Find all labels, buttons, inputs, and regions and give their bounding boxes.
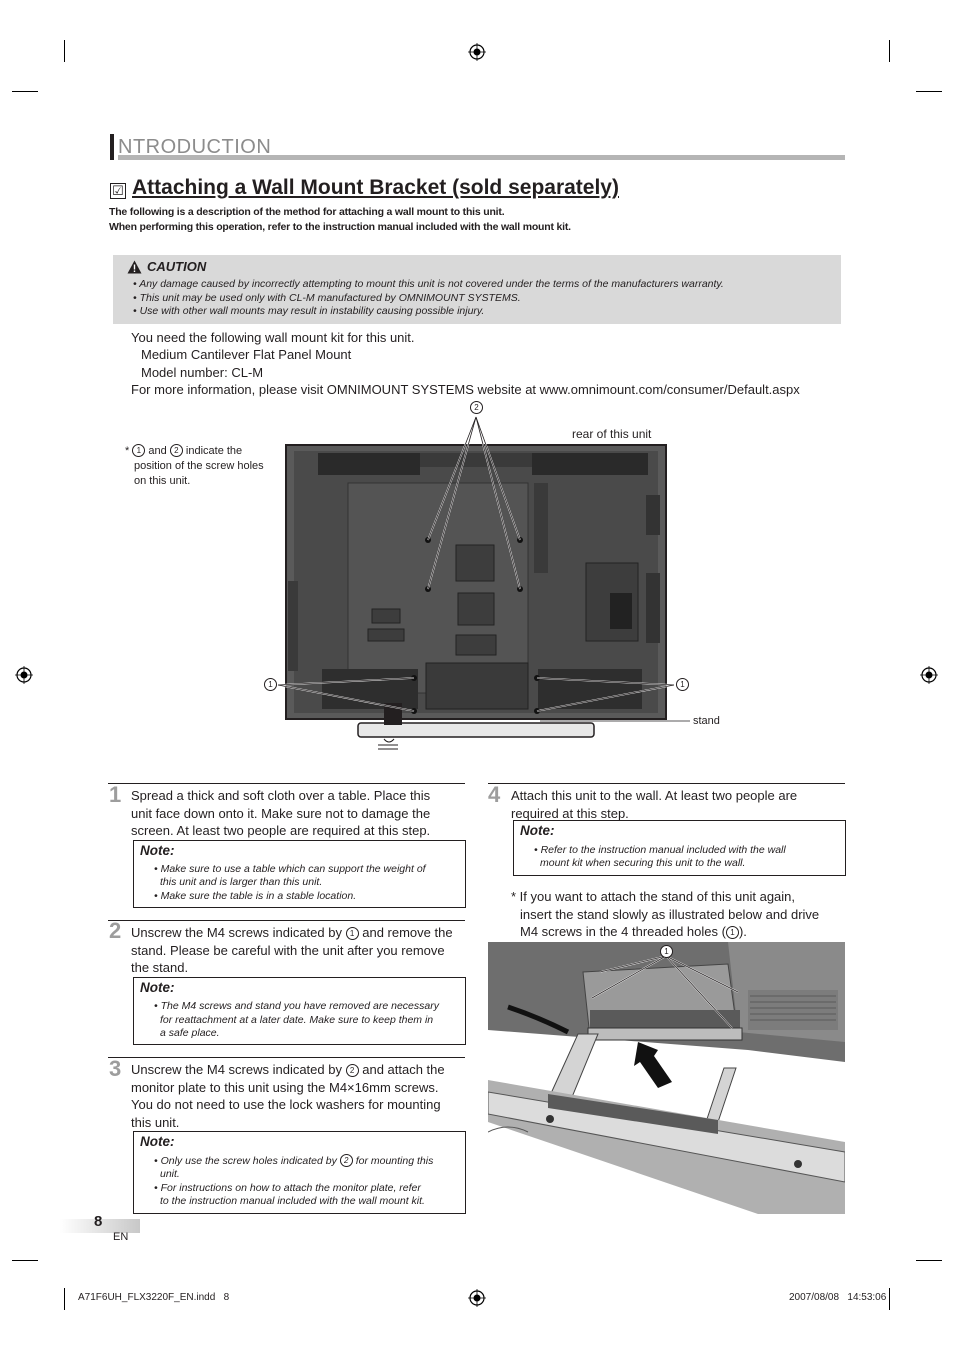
note-title: Note:	[520, 823, 555, 838]
note-item: a safe place.	[160, 1027, 220, 1039]
file-name: A71F6UH_FLX3220F_EN.indd 8	[78, 1292, 230, 1303]
marker-2-icon: 2	[470, 401, 483, 414]
step-number: 4	[488, 782, 501, 807]
note-title: Note:	[140, 1134, 175, 1149]
marker-1-icon: 1	[676, 678, 689, 691]
step-line: Attach this unit to the wall. At least two people are	[511, 788, 798, 803]
marker-1-icon: 1	[346, 927, 359, 940]
step-4-extra-post: ).	[738, 924, 747, 939]
step-line: * If you want to attach the stand of this unit again,	[511, 889, 796, 904]
note-box	[133, 840, 466, 908]
note-item: to the instruction manual included with the wall mount kit.	[160, 1195, 425, 1207]
step-line: monitor plate to this unit using the M4×16mm screws.	[131, 1079, 439, 1095]
step-divider	[108, 1057, 465, 1058]
note-item: • Refer to the instruction manual included with the wall	[534, 844, 786, 856]
marker-1-icon: 1	[132, 444, 145, 457]
note-item: this unit and is larger than this unit.	[160, 876, 323, 888]
step-divider	[108, 920, 465, 921]
step-2-text	[131, 924, 453, 977]
marker-1-icon: 1	[660, 945, 673, 958]
note-box	[513, 820, 846, 876]
registration-mark-icon	[15, 666, 33, 684]
step-number: 3	[109, 1056, 122, 1081]
note-item: mount kit when securing this unit to the wall.	[540, 857, 746, 869]
step-4-extra	[511, 888, 819, 941]
step-number: 1	[109, 782, 122, 807]
note-item: • Make sure the table is in a stable location.	[154, 890, 357, 902]
step-line: required at this step.	[511, 805, 629, 821]
intro-line: When performing this operation, refer to the instruction manual included with the wall mount kit.	[109, 221, 571, 233]
timestamp: 2007/08/08 14:53:06	[789, 1292, 887, 1303]
step-line	[131, 924, 453, 942]
step-4-extra-pre: M4 screws in the 4 threaded holes (	[520, 924, 726, 939]
note-box	[133, 977, 466, 1045]
marker-1-icon: 1	[726, 926, 739, 939]
step-2-post: and remove the	[362, 925, 453, 940]
marker-2-icon: 2	[340, 1154, 353, 1167]
section-title: NTRODUCTION	[118, 136, 272, 158]
step-divider	[488, 783, 845, 784]
step-3-text	[131, 1061, 445, 1131]
footnote-and: and	[148, 445, 167, 457]
footnote-text: indicate the	[185, 445, 243, 457]
rear-label: rear of this unit	[572, 427, 652, 441]
step-3-post: and attach the	[362, 1062, 445, 1077]
kit-line: For more information, please visit OMNIMOUNT SYSTEMS website at www.omnimount.com/consumer/Default.aspx	[131, 382, 800, 397]
note-item: • The M4 screws and stand you have removed are necessary	[154, 1000, 439, 1012]
footnote-line: position of the screw holes	[134, 460, 264, 472]
caution-item: • Use with other wall mounts may result in instability causing possible injury.	[133, 305, 485, 317]
note-item: • Make sure to use a table which can support the weight of	[154, 863, 426, 875]
step-line	[131, 1061, 445, 1079]
caution-item: • Any damage caused by incorrectly attempting to mount this unit is not covered under the terms of the manufacturers warranty.	[133, 278, 724, 290]
note-item: • For instructions on how to attach the monitor plate, refer	[154, 1182, 421, 1194]
crop-mark	[12, 1260, 38, 1261]
crop-mark	[64, 1288, 65, 1310]
note-box	[133, 1131, 466, 1214]
section-initial-bar	[110, 134, 114, 160]
step-line	[511, 923, 819, 941]
tv-rear-diagram	[250, 395, 700, 755]
crop-mark	[916, 91, 942, 92]
step-1-text	[131, 787, 430, 840]
page-title	[110, 176, 619, 200]
stand-attach-illustration	[488, 942, 845, 1214]
step-line: unit face down onto it. Make sure not to damage the	[131, 805, 431, 821]
crop-mark	[64, 40, 65, 62]
kit-line: Model number: CL-M	[141, 365, 264, 380]
checkbox-icon: ☑	[110, 183, 126, 199]
note-post: for mounting this	[355, 1155, 434, 1167]
step-number: 2	[109, 918, 122, 943]
step-2-pre: Unscrew the M4 screws indicated by	[131, 925, 342, 940]
marker-2-icon: 2	[346, 1064, 359, 1077]
stand-label: stand	[693, 715, 720, 727]
language-label: EN	[113, 1231, 129, 1243]
crop-mark	[889, 1288, 890, 1310]
step-4-text	[511, 787, 797, 822]
intro-line: The following is a description of the method for attaching a wall mount to this unit.	[109, 206, 505, 218]
marker-1-icon: 1	[264, 678, 277, 691]
step-divider	[108, 783, 465, 784]
crop-mark	[916, 1260, 942, 1261]
page-title-text: Attaching a Wall Mount Bracket (sold separately)	[132, 176, 619, 199]
step-3-pre: Unscrew the M4 screws indicated by	[131, 1062, 342, 1077]
registration-mark-icon	[920, 666, 938, 684]
kit-line: You need the following wall mount kit for this unit.	[131, 330, 415, 345]
caution-title: CAUTION	[147, 259, 207, 274]
crop-mark	[889, 40, 890, 62]
step-line: this unit.	[131, 1114, 180, 1130]
note-pre: • Only use the screw holes indicated by	[154, 1155, 337, 1167]
registration-mark-icon	[468, 43, 486, 61]
note-item	[154, 1154, 433, 1169]
note-title: Note:	[140, 843, 175, 858]
step-line: Spread a thick and soft cloth over a table. Place this	[131, 788, 431, 803]
note-title: Note:	[140, 980, 175, 995]
diagram-footnote	[125, 444, 242, 457]
step-line: the stand.	[131, 960, 189, 975]
kit-line: Medium Cantilever Flat Panel Mount	[141, 347, 352, 362]
page-number: 8	[94, 1213, 103, 1230]
step-line: insert the stand slowly as illustrated below and drive	[520, 906, 820, 922]
step-line: stand. Please be careful with the unit after you remove	[131, 942, 445, 958]
note-item: for reattachment at a later date. Make sure to keep them in	[160, 1014, 434, 1026]
note-item: unit.	[160, 1168, 180, 1180]
step-line: screen. At least two people are required at this step.	[131, 823, 431, 838]
caution-box	[113, 255, 841, 324]
step-line: You do not need to use the lock washers for mounting	[131, 1097, 441, 1112]
marker-2-icon: 2	[170, 444, 183, 457]
footnote-line: on this unit.	[134, 475, 191, 487]
crop-mark	[12, 91, 38, 92]
caution-item: • This unit may be used only with CL-M manufactured by OMNIMOUNT SYSTEMS.	[133, 292, 521, 304]
warning-icon	[127, 260, 142, 274]
footnote-star: *	[125, 445, 130, 457]
registration-mark-icon	[468, 1289, 486, 1307]
